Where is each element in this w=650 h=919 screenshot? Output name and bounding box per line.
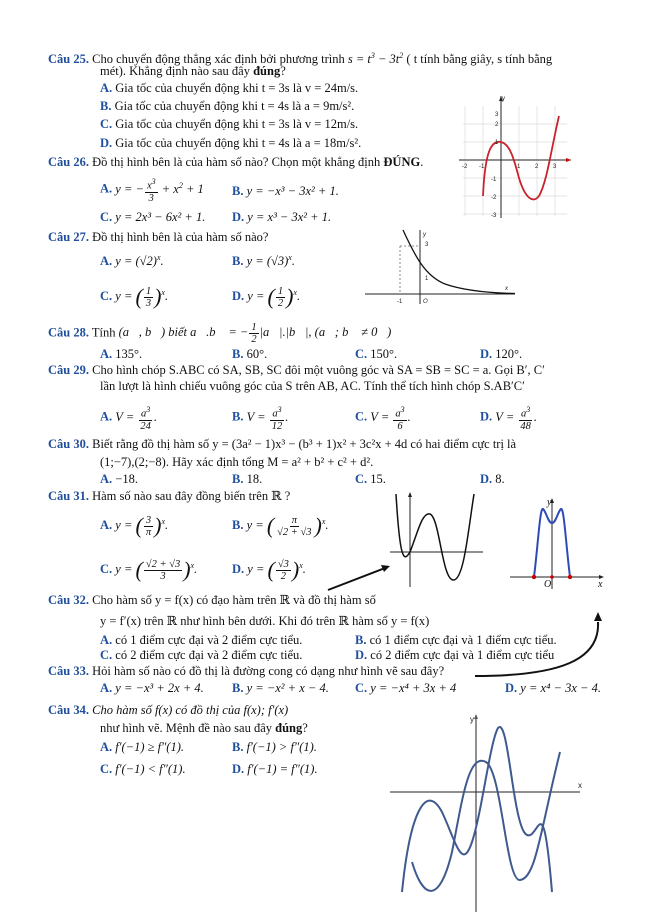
svg-text:3: 3 <box>553 164 557 170</box>
question-number: Câu 28. <box>48 325 89 340</box>
question-number: Câu 34. <box>48 703 89 717</box>
option-label: D. <box>100 136 113 150</box>
bold-word: đúng <box>253 64 281 78</box>
option-label: C. <box>355 409 368 424</box>
equation: $s = t^3 - 3t^2$ <box>347 51 404 67</box>
option-text: có 1 điểm cực đại và 1 điểm cực tiểu. <box>369 633 557 647</box>
option-text: 8. <box>495 472 505 486</box>
option-label: C. <box>355 681 368 695</box>
option-text: V = $\frac{a^3}{24}$ . <box>115 405 158 432</box>
q33-option-a[interactable] <box>100 681 204 696</box>
option-label: A. <box>100 254 113 269</box>
option-text: $y = (√2)^x$. <box>115 253 164 269</box>
q34-option-b[interactable] <box>232 740 317 755</box>
option-label: D. <box>232 210 245 224</box>
question-text: Đồ thị hình bên là của hàm số nào? Chọn một khẳng định <box>92 155 381 169</box>
option-label: B. <box>232 409 244 424</box>
option-text: y = − $\frac{x^3}{3}$ + $x^2 + 1$ <box>115 177 204 204</box>
option-label: A. <box>100 518 113 533</box>
question-text: mét). Khẳng định nào sau đây <box>100 64 250 78</box>
x-axis-label: x <box>598 579 603 590</box>
question-text: Hỏi hàm số nào có đồ thị là đường cong có dạng như hình vẽ sau đây? <box>92 664 445 678</box>
svg-text:-2: -2 <box>462 164 468 170</box>
option-label: B. <box>232 740 244 754</box>
q32-option-d[interactable] <box>355 648 554 663</box>
svg-text:-3: -3 <box>491 213 497 219</box>
option-label: B. <box>355 633 367 647</box>
question-mark: ? <box>302 721 308 735</box>
question-number: Câu 32. <box>48 593 89 607</box>
q32-option-a[interactable] <box>100 633 302 648</box>
option-label: D. <box>480 409 493 424</box>
option-label: B. <box>232 184 244 198</box>
q33 <box>48 664 444 679</box>
svg-text:-1: -1 <box>491 177 497 183</box>
option-text: Gia tốc của chuyển động khi t = 4s là a = 9m/s². <box>114 99 355 113</box>
option-text: 150°. <box>370 347 398 361</box>
option-label: A. <box>100 81 113 95</box>
question-text: Biết rằng đồ thị hàm số y = (3a² − 1)x³ − (b³ + 1)x² + 3c²x + 4d có hai điểm cực trị là <box>92 437 517 451</box>
option-label: B. <box>232 472 244 486</box>
option-label: B. <box>232 518 244 533</box>
option-text: có 1 điểm cực đại và 2 điểm cực tiểu. <box>115 633 303 647</box>
question-text: Cho chuyển động thẳng xác định bởi phương trình <box>92 52 345 67</box>
q26: Câu 26. Đồ thị hình bên là của hàm số nào? Chọn một khẳng định ĐÚNG. <box>48 155 424 169</box>
option-text: y = ( $\frac{1}{3}$ )$^x$. <box>115 284 169 310</box>
question-text: Cho hình chóp S.ABC có SA, SB, SC đôi một vuông góc và SA = SB = SC = a. Gọi B′, C′ <box>92 363 545 377</box>
option-text: y = ( $\frac{√3}{2}$ )$^x$. <box>247 557 306 583</box>
option-text: Gia tốc của chuyển động khi t = 4s là a = 18m/s². <box>115 136 362 150</box>
y-axis-label: y <box>547 497 552 508</box>
bold-word: đúng <box>275 721 303 735</box>
q33-option-c[interactable] <box>355 681 456 696</box>
option-text: Gia tốc của chuyển động khi t = 3s là v = 12m/s. <box>115 117 359 131</box>
svg-text:1: 1 <box>517 164 521 170</box>
q34-option-c[interactable] <box>100 762 186 777</box>
svg-text:3: 3 <box>495 112 499 118</box>
option-text: có 2 điểm cực đại và 2 điểm cực tiểu. <box>115 648 303 662</box>
svg-text:y: y <box>470 715 474 724</box>
svg-text:-2: -2 <box>491 195 497 201</box>
option-label: D. <box>232 562 245 577</box>
option-text: f′(−1) > f″(1). <box>246 740 317 754</box>
option-label: C. <box>100 562 113 577</box>
question-number: Câu 29. <box>48 363 89 377</box>
option-label: A. <box>100 681 113 695</box>
option-text: có 2 điểm cực đại và 1 điểm cực tiểu <box>370 648 555 662</box>
question-text: như hình vẽ. Mệnh đề nào sau đây <box>100 721 273 735</box>
option-text: 15. <box>370 472 386 486</box>
svg-text:1: 1 <box>495 140 499 146</box>
question-text: ( t tính bằng giây, s tính bằng <box>406 52 553 67</box>
svg-text:-1: -1 <box>479 164 485 170</box>
option-text: y = ( $\frac{3}{\pi}$ )$^x$. <box>115 513 169 539</box>
q34 <box>48 703 288 718</box>
svg-text:O: O <box>423 299 428 305</box>
origin-label: O <box>544 579 552 590</box>
option-label: B. <box>100 99 112 113</box>
option-label: D. <box>480 347 493 361</box>
q32-option-c[interactable] <box>100 648 302 663</box>
f-and-derivative-graph <box>390 712 590 912</box>
option-label: D. <box>480 472 493 486</box>
option-label: D. <box>232 289 245 304</box>
option-label: C. <box>100 210 113 224</box>
option-text: f′(−1) ≥ f″(1). <box>115 740 184 754</box>
q33-option-b[interactable] <box>232 681 329 696</box>
option-text: Gia tốc của chuyển động khi t = 3s là v = 24m/s. <box>115 81 359 95</box>
option-text: 120°. <box>495 347 523 361</box>
svg-text:x: x <box>578 781 582 790</box>
option-label: A. <box>100 472 113 486</box>
option-text: −18. <box>115 472 138 486</box>
svg-text:1: 1 <box>425 276 429 282</box>
option-text: y = ( $\frac{\pi}{√2 + √3}$ )$^x$. <box>246 513 329 539</box>
option-label: A. <box>100 347 113 361</box>
svg-text:3: 3 <box>425 242 429 248</box>
option-label: D. <box>232 762 245 776</box>
question-text: Cho hàm số y = f(x) có đạo hàm trên ℝ và đồ thị hàm số <box>92 593 376 607</box>
question-text: (1;−7),(2;−8). Hãy xác định tổng M = a² + b² + c² + d². <box>100 455 374 469</box>
option-label: C. <box>100 289 113 304</box>
option-text: y = ( $\frac{√2 + √3}{3}$ )$^x$. <box>115 557 198 583</box>
q32 <box>48 593 376 608</box>
option-text: f′(−1) < f″(1). <box>115 762 186 776</box>
q33-option-d[interactable] <box>505 681 601 696</box>
question-number: Câu 25. <box>48 52 89 67</box>
option-text: y = −x³ + 2x + 4. <box>115 681 204 695</box>
option-text: 60°. <box>246 347 268 361</box>
option-label: C. <box>100 648 113 662</box>
q32-line2 <box>100 614 429 629</box>
option-text: y = −x² + x − 4. <box>246 681 329 695</box>
question-number: Câu 26. <box>48 155 89 169</box>
option-text: y = x⁴ − 3x − 4. <box>520 681 601 695</box>
question-number: Câu 33. <box>48 664 89 678</box>
option-text: y = ( $\frac{1}{2}$ )$^x$. <box>247 284 301 310</box>
option-text: f′(−1) = f″(1). <box>247 762 318 776</box>
svg-text:y: y <box>423 232 426 238</box>
bold-word: ĐÚNG <box>383 155 421 169</box>
svg-text:x: x <box>505 286 508 292</box>
option-text: V = $\frac{a^3}{12}$ . <box>246 405 289 432</box>
question-text: lần lượt là hình chiếu vuông góc của S trên AB, AC. Tính thể tích hình chóp S.AB′C′ <box>100 379 525 393</box>
q34-line2 <box>100 721 308 736</box>
option-label: D. <box>505 681 518 695</box>
option-label: A. <box>100 740 113 754</box>
svg-text:2: 2 <box>535 164 539 170</box>
option-label: C. <box>355 472 368 486</box>
option-label: D. <box>355 648 368 662</box>
question-text: y = f′(x) trên ℝ như hình bên dưới. Khi đó trên ℝ hàm số y = f(x) <box>100 614 430 628</box>
option-label: C. <box>100 762 113 776</box>
question-text: Tính <box>91 325 116 340</box>
option-label: A. <box>100 633 113 647</box>
option-label: C. <box>100 117 113 131</box>
option-text: y = x³ − 3x² + 1. <box>247 210 332 224</box>
question-number: Câu 31. <box>48 489 89 503</box>
svg-text:-1: -1 <box>397 299 403 305</box>
question-number: Câu 30. <box>48 437 89 451</box>
q34-option-d[interactable] <box>232 762 318 777</box>
option-text: y = −x³ − 3x² + 1. <box>246 184 339 198</box>
option-text: $y = (√3)^x$. <box>246 253 295 269</box>
q34-option-a[interactable] <box>100 740 184 755</box>
option-label: B. <box>232 681 244 695</box>
question-text: Cho hàm số f(x) có đồ thị của f(x); f′(x) <box>92 703 289 717</box>
option-label: B. <box>232 254 244 269</box>
question-number: Câu 27. <box>48 230 89 244</box>
option-text: V = $\frac{a^3}{48}$ . <box>495 405 538 432</box>
option-text: y = 2x³ − 6x² + 1. <box>115 210 206 224</box>
equation: (a⃗, b⃗) biết a⃗.b⃗ = − $\frac{1}{2}$ |a⃗|.|b⃗|, (a⃗; b⃗ ≠ 0⃗) <box>118 322 392 345</box>
option-text: 135°. <box>115 347 143 361</box>
option-label: A. <box>100 181 113 196</box>
option-text: y = −x⁴ + 3x + 4 <box>370 681 457 695</box>
q32-option-b[interactable] <box>355 633 557 648</box>
question-text: Đồ thị hình bên là của hàm số nào? <box>92 230 269 244</box>
svg-text:2: 2 <box>495 122 499 128</box>
question-mark: ? <box>280 64 286 78</box>
option-text: 18. <box>246 472 263 486</box>
svg-text:y: y <box>502 96 505 102</box>
option-label: B. <box>232 347 244 361</box>
option-text: V = $\frac{a^3}{6}$ . <box>370 405 411 432</box>
option-label: C. <box>355 347 368 361</box>
option-label: A. <box>100 409 113 424</box>
question-text: Hàm số nào sau đây đồng biến trên ℝ ? <box>92 489 291 503</box>
